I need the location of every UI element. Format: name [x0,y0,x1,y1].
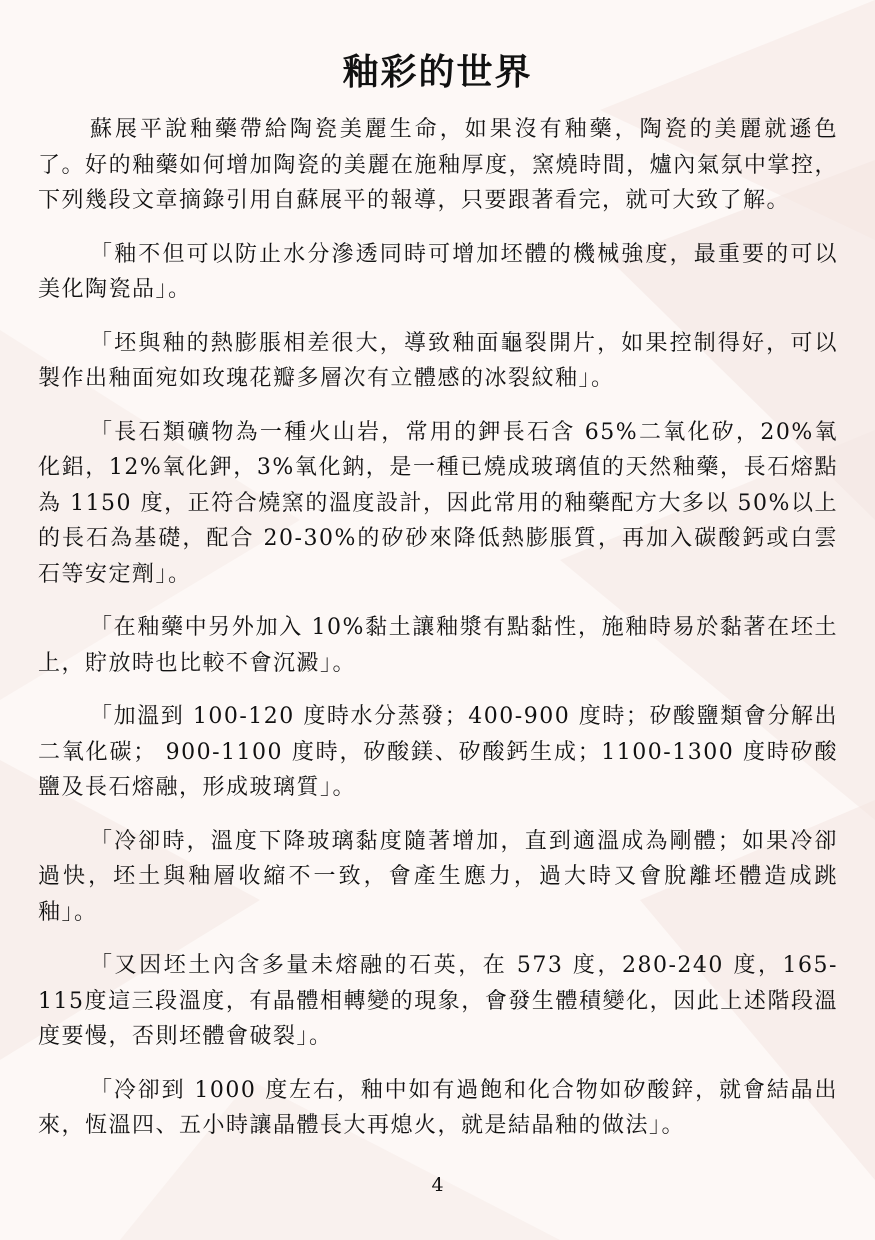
page-title: 釉彩的世界 [342,51,533,93]
paragraph-quote: 「冷卻時，溫度下降玻璃黏度隨著增加，直到適溫成為剛體；如果冷卻過快，坯土與釉層收縮不一致，會產生應力，過大時又會脫離坯體造成跳釉」。 [38,828,838,925]
paragraph-quote: 「長石類礦物為一種火山岩，常用的鉀長石含 65%二氧化矽，20%氧化鋁，12%氧化鉀，3%氧化鈉，是一種已燒成玻璃值的天然釉藥，長石熔點為 1150 度，正符合燒窯的溫度設計，因此常用的釉藥配方大多以 50%以上的長石為基礎，配合 20-30%的矽砂來降低熱膨脹質，再加入碳酸鈣或白雲石等安定劑」。 [38,419,838,587]
paragraph-quote: 「冷卻到 1000 度左右，釉中如有過飽和化合物如矽酸鋅，就會結晶出來，恆溫四、五小時讓晶體長大再熄火，就是結晶釉的做法」。 [38,1077,838,1138]
page-number: 4 [431,1174,444,1196]
paragraph-quote: 「釉不但可以防止水分滲透同時可增加坯體的機械強度，最重要的可以美化陶瓷品」。 [38,241,838,302]
paragraph-quote: 「又因坯土內含多量未熔融的石英，在 573 度，280-240 度，165-115度這三段溫度，有晶體相轉變的現象，會發生體積變化，因此上述階段溫度要慢，否則坯體會破裂」。 [38,953,838,1049]
article-body [38,112,838,1162]
paragraph-intro: 蘇展平說釉藥帶給陶瓷美麗生命，如果沒有釉藥，陶瓷的美麗就遜色了。好的釉藥如何增加陶瓷的美麗在施釉厚度，窯燒時間，爐內氣氛中掌控，下列幾段文章摘錄引用自蘇展平的報導，只要跟著看完，就可大致了解。 [38,117,838,213]
paragraph-quote: 「坯與釉的熱膨脹相差很大，導致釉面龜裂開片，如果控制得好，可以製作出釉面宛如玫瑰花瓣多層次有立體感的冰裂紋釉」。 [38,330,838,391]
paragraph-quote: 「加溫到 100-120 度時水分蒸發；400-900 度時；矽酸鹽類會分解出二氧化碳； 900-1100 度時，矽酸鎂、矽酸鈣生成；1100-1300 度時矽酸鹽及長石熔融，形成玻璃質」。 [38,704,838,800]
paragraph-quote: 「在釉藥中另外加入 10%黏土讓釉漿有點黏性，施釉時易於黏著在坯土上，貯放時也比較不會沉澱」。 [38,615,838,676]
